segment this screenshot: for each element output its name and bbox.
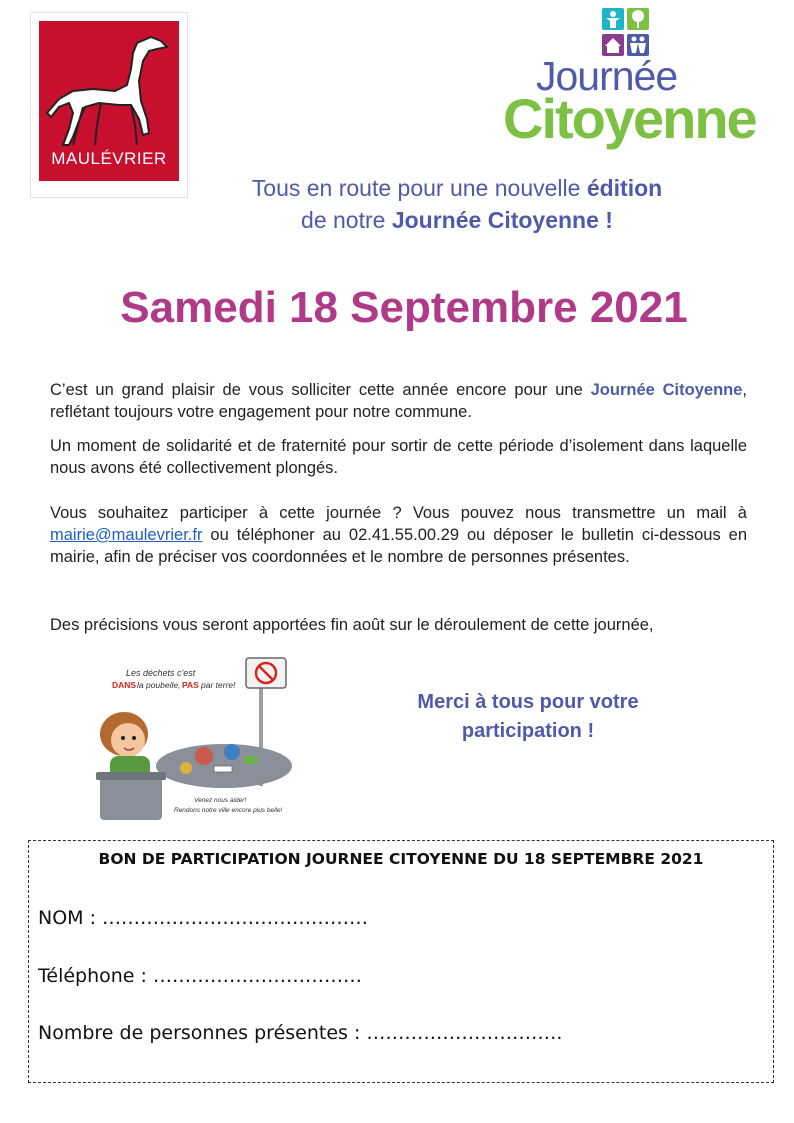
participation-coupon <box>28 840 774 1083</box>
intro-text: C’est un grand plaisir de vous solliciter cette année encore pour une <box>50 381 591 399</box>
illustration-slogan: Rendons notre ville encore plus belle! <box>174 807 283 814</box>
tagline-2-bold: Journée Citoyenne ! <box>391 207 613 233</box>
paragraph-solidarity: Un moment de solidarité et de fraternité pour sortir de cette période d’isolement dans laquelle nous avons été collectivement plongés. <box>50 437 747 477</box>
paragraph-details: Des précisions vous seront apportées fin août sur le déroulement de cette journée, <box>50 616 654 634</box>
illustration-help-text: Venez nous aider! <box>194 797 247 804</box>
banner-dans: DANS <box>112 680 137 690</box>
contact-text-end: ou téléphoner au 02.41.55.00.29 ou déposer le bulletin ci-dessous en mairie, afin de préciser vos coordonnées et le nombre de personnes présentes. <box>50 526 747 566</box>
maulevrier-logo <box>30 12 188 198</box>
brand-word-journee: Journée <box>536 53 678 99</box>
email-link[interactable]: mairie@maulevrier.fr <box>50 526 203 544</box>
banner-pas: PAS <box>182 680 199 690</box>
trash-bin-icon <box>100 776 162 820</box>
intro-text-end: , reflétant toujours votre engagement pour notre commune. <box>50 381 747 421</box>
intro-highlight: Journée Citoyenne <box>590 381 743 399</box>
brand-word-citoyenne: Citoyenne <box>503 87 756 150</box>
coupon-title: BON DE PARTICIPATION JOURNEE CITOYENNE DU 18 SEPTEMBRE 2021 <box>98 850 704 868</box>
tagline-1-bold: édition <box>586 175 663 201</box>
tagline-line-2 <box>160 205 754 235</box>
banner-line-1: Les déchets c'est <box>126 668 196 678</box>
tagline-2-text: de notre <box>301 207 392 233</box>
paragraph-intro <box>50 379 747 423</box>
paragraph-contact <box>50 502 747 568</box>
banner-poubelle: la poubelle, <box>137 680 181 690</box>
clean-up-illustration <box>94 656 292 824</box>
tagline-1-text: Tous en route pour une nouvelle <box>251 175 587 201</box>
thanks-line-1: Merci à tous pour votre <box>417 691 639 713</box>
contact-text: Vous souhaitez participer à cette journée ? Vous pouvez nous transmettre un mail à <box>50 504 747 522</box>
tagline-line-1 <box>160 173 754 203</box>
logo-red-panel <box>39 21 179 181</box>
coupon-people-count-field[interactable]: Nombre de personnes présentes : …………………………. <box>38 1022 563 1044</box>
logo-town-name: MAULÉVRIER <box>51 149 167 168</box>
thanks-line-2: participation ! <box>461 720 595 742</box>
event-date-heading: Samedi 18 Septembre 2021 <box>120 283 688 332</box>
coupon-name-field[interactable]: NOM : …………………………………… <box>38 907 369 929</box>
banner-par-terre: par terre! <box>201 680 236 690</box>
coupon-phone-field[interactable]: Téléphone : …………………………… <box>38 965 362 987</box>
